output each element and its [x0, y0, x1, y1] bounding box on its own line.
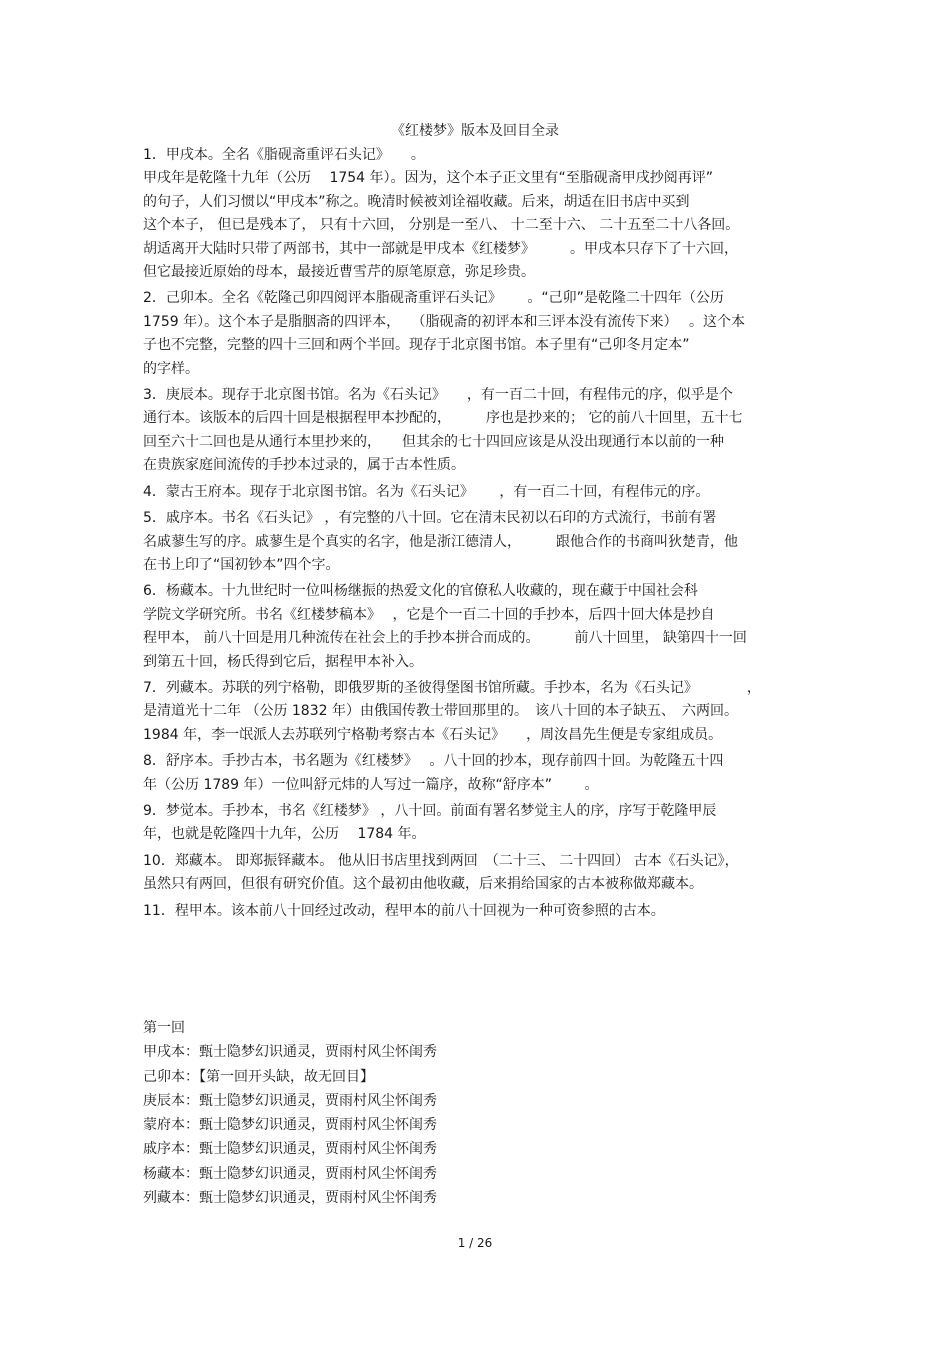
entry-line: 程甲本， 前八十回是用几种流传在社会上的手抄本拼合而成的。 前八十回里， 缺第四十一回: [143, 630, 747, 647]
edition-entry-3: [143, 384, 813, 478]
document-title: 《红楼梦》版本及回目全录: [391, 123, 559, 139]
entry-line: 2．己卯本。全名《乾隆己卯四阅评本脂砚斋重评石头记》 。“己卯”是乾隆二十四年（公历: [143, 290, 724, 307]
entry-line: 1．甲戌本。全名《脂砚斋重评石头记》 。: [143, 147, 425, 163]
entry-line: 在贵族家庭间流传的手抄本过录的，属于古本性质。: [143, 457, 465, 474]
entry-line: 11．程甲本。该本前八十回经过改动，程甲本的前八十回视为一种可资参照的古本。: [143, 902, 665, 919]
entry-line: 是清道光十二年 （公历 1832 年）由俄国传教士带回那里的。 该八十回的本子缺五、 六两回。: [143, 703, 738, 720]
edition-entry-8: [143, 750, 813, 797]
chapter-row: 己卯本：【第一回开头缺，故无回目】: [143, 1068, 374, 1085]
entry-line: 1984 年，李一氓派人去苏联列宁格勒考察古本《石头记》 ，周汝昌先生便是专家组成员。: [143, 726, 723, 743]
chapter-heading: 第一回: [143, 1020, 185, 1036]
edition-list: [143, 144, 813, 926]
chapter-row: 杨藏本：甄士隐梦幻识通灵，贾雨村风尘怀闺秀: [143, 1165, 437, 1182]
entry-line: 5．戚序本。书名《石头记》 ，有完整的八十回。它在清末民初以石印的方式流行，书前有署: [143, 510, 717, 527]
entry-line: 学院文学研究所。书名《红楼梦稿本》 ，它是个一百二十回的手抄本，后四十回大体是抄自: [143, 606, 715, 623]
entry-line: 年，也就是乾隆四十九年，公历 1784 年。: [143, 826, 426, 843]
edition-entry-9: [143, 800, 813, 847]
edition-entry-10: [143, 850, 813, 897]
chapter-row: 列藏本：甄士隐梦幻识通灵，贾雨村风尘怀闺秀: [143, 1190, 437, 1207]
entry-line: 1759 年）。这个本子是脂胭斋的四评本， （脂砚斋的初评本和三评本没有流传下来） 。这个本: [143, 313, 745, 330]
entry-line: 9．梦觉本。手抄本，书名《红楼梦》 ，八十回。前面有署名梦觉主人的序，序写于乾隆甲辰: [143, 802, 717, 819]
entry-line: 到第五十回，杨氏得到它后，据程甲本补入。: [143, 653, 423, 670]
chapter-row: 戚序本：甄士隐梦幻识通灵，贾雨村风尘怀闺秀: [143, 1141, 437, 1158]
edition-entry-2: [143, 287, 813, 381]
entry-line: 名戚蓼生写的序。戚蓼生是个真实的名字，他是浙江德清人， 跟他合作的书商叫狄楚青，他: [143, 533, 738, 550]
entry-line: 7．列藏本。苏联的列宁格勒，即俄罗斯的圣彼得堡图书馆所藏。手抄本，名为《石头记》 ，: [143, 679, 761, 696]
entry-line: 虽然只有两回，但很有研究价值。这个最初由他收藏，后来捐给国家的古本被称做郑藏本。: [143, 876, 703, 893]
entry-line: 8．舒序本。手抄古本，书名题为《红楼梦》 。八十回的抄本，现存前四十回。为乾隆五十四: [143, 753, 724, 770]
entry-line: 4．蒙古王府本。现存于北京图书馆。名为《石头记》 ，有一百二十回，有程伟元的序。: [143, 483, 710, 500]
entry-line: 在书上印了“国初钞本”四个字。: [143, 556, 340, 573]
chapter-row: 蒙府本：甄士隐梦幻识通灵，贾雨村风尘怀闺秀: [143, 1117, 437, 1134]
edition-entry-1: [143, 144, 813, 284]
entry-line: 子也不完整，完整的四十三回和两个半回。现存于北京图书馆。本子里有“己卯冬月定本”: [143, 337, 690, 354]
edition-entry-4: [143, 481, 813, 504]
edition-entry-7: [143, 677, 813, 747]
edition-entry-6: [143, 580, 813, 674]
chapter-section: [143, 1016, 813, 1210]
entry-line: 年（公历 1789 年）一位叫舒元炜的人写过一篇序，故称“舒序本” 。: [143, 776, 599, 793]
entry-line: 甲戌年是乾隆十九年（公历 1754 年）。因为，这个本子正文里有“至脂砚斋甲戌抄阅再评”: [143, 170, 714, 187]
entry-line: 通行本。该版本的后四十回是根据程甲本抄配的， 序也是抄来的； 它的前八十回里，五十七: [143, 410, 743, 427]
entry-line: 6．杨藏本。十九世纪时一位叫杨继振的热爱文化的官僚私人收藏的，现在藏于中国社会科: [143, 583, 698, 600]
chapter-row: 庚辰本：甄士隐梦幻识通灵，贾雨村风尘怀闺秀: [143, 1092, 437, 1109]
entry-line: 这个本子， 但已是残本了， 只有十六回， 分别是一至八、 十二至十六、 二十五至二十八各回。: [143, 217, 740, 234]
entry-line: 但它最接近原始的母本，最接近曹雪芹的原笔原意，弥足珍贵。: [143, 264, 535, 281]
edition-entry-11: [143, 900, 813, 923]
entry-line: 10．郑藏本。 即郑振铎藏本。 他从旧书店里找到两回 （二十三、 二十四回） 古本《石头记》，: [143, 852, 739, 869]
chapter-row: 甲戌本：甄士隐梦幻识通灵，贾雨村风尘怀闺秀: [143, 1044, 437, 1061]
entry-line: 的字样。: [143, 360, 199, 377]
entry-line: 胡适离开大陆时只带了两部书，其中一部就是甲戌本《红楼梦》 。甲戌本只存下了十六回，: [143, 240, 738, 257]
page-number: 1 / 26: [457, 1236, 493, 1250]
entry-line: 回至六十二回也是从通行本里抄来的， 但其余的七十四回应该是从没出现通行本以前的一种: [143, 433, 724, 450]
entry-line: 的句子，人们习惯以“甲戌本”称之。晚清时候被刘诠福收藏。后来，胡适在旧书店中买到: [143, 193, 690, 210]
edition-entry-5: [143, 507, 813, 577]
entry-line: 3．庚辰本。现存于北京图书馆。名为《石头记》 ，有一百二十回，有程伟元的序，似乎是个: [143, 387, 733, 404]
